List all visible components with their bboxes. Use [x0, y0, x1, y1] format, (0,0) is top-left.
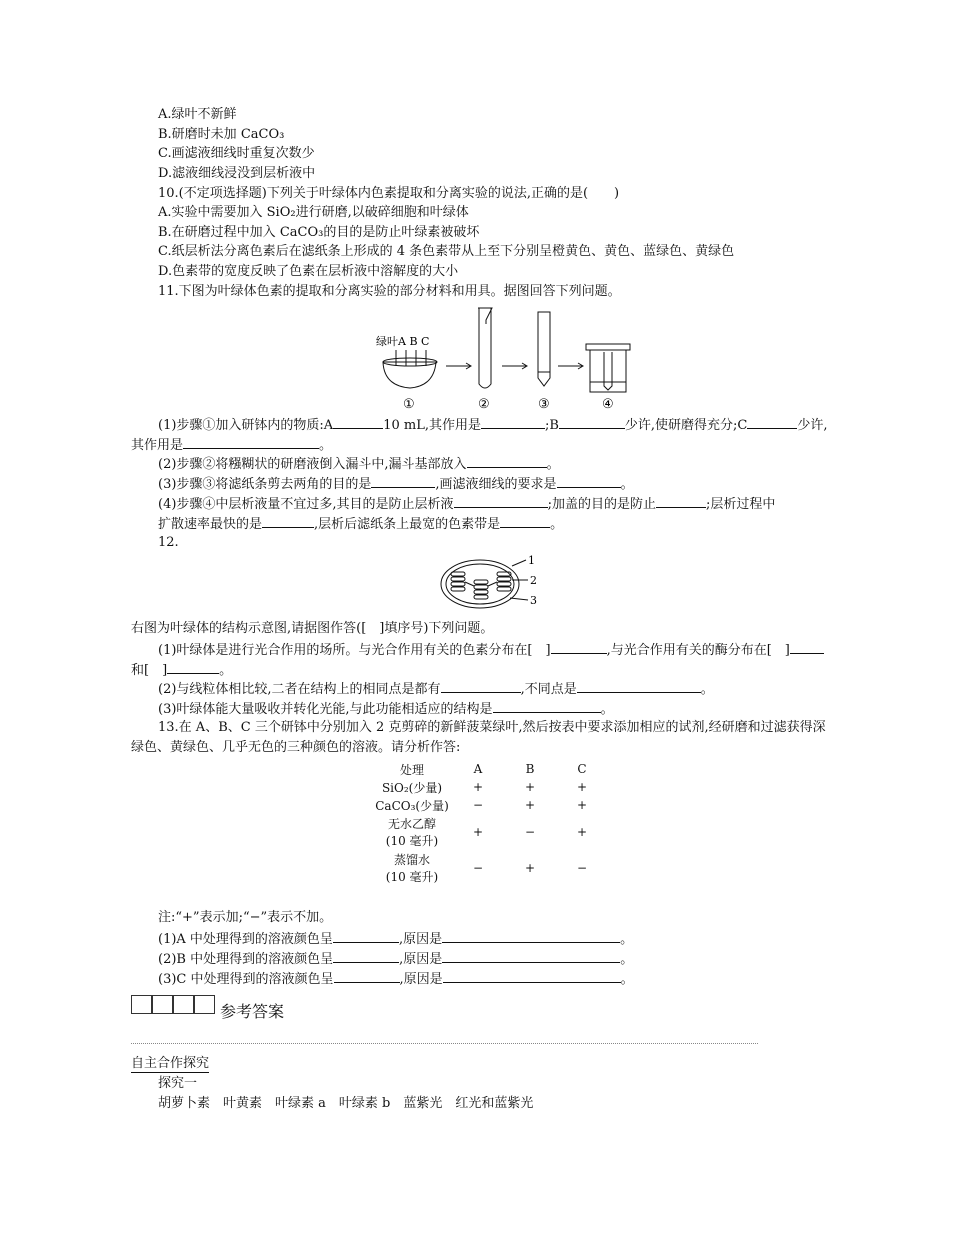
q11-part-3: (3)步骤③将滤纸条剪去两角的目的是 ,画滤液细线的要求是 。: [158, 477, 634, 492]
table-row: SiO₂(少量) + + +: [381, 780, 588, 795]
leaf-label: 绿叶A B C: [376, 335, 430, 348]
chloroplast-diagram: [434, 552, 544, 610]
funnel-icon: [478, 308, 492, 324]
step-3: ③: [538, 397, 550, 412]
q11-part-4-cont: 扩散速率最快的是 ,层析后滤纸条上最宽的色素带是 。: [158, 517, 564, 532]
q11-part-1: (1)步骤①加入研钵内的物质:A 10 mL,其作用是 ;B 少许,使研磨得充分;C 少许,: [158, 418, 828, 433]
q12-intro: 右图为叶绿体的结构示意图,请据图作答([ ]填序号)下列问题。: [131, 621, 494, 636]
grana-stack-middle: [474, 580, 488, 599]
q13-part-1: (1)A 中处理得到的溶液颜色呈 ,原因是 。: [158, 932, 634, 947]
beaker-lid-icon: [586, 344, 630, 350]
question-12: 12.: [158, 535, 179, 550]
option-c: C.画滤液细线时重复次数少: [158, 146, 315, 161]
q13-part-2: (2)B 中处理得到的溶液颜色呈 ,原因是 。: [158, 952, 634, 967]
step-1: ①: [403, 397, 415, 412]
q10-option-b: B.在研磨过程中加入 CaCO₃的目的是防止叶绿素被破坏: [158, 225, 480, 240]
q12-part-2: (2)与线粒体相比较,二者在结构上的相同点是都有 ,不同点是 。: [158, 682, 714, 697]
question-10: 10.(不定项选择题)下列关于叶绿体内色素提取和分离实验的说法,正确的是( ): [158, 186, 620, 201]
q11-part-2: (2)步骤②将糨糊状的研磨液倒入漏斗中,漏斗基部放入 。: [158, 457, 560, 472]
option-d: D.滤液细线浸没到层析液中: [158, 166, 316, 181]
q11-part-4: (4)步骤④中层析液量不宜过多,其目的是防止层析液 ;加盖的目的是防止 ;层析过程中: [158, 497, 776, 512]
option-b: B.研磨时未加 CaCO₃: [158, 127, 285, 142]
q12-part-1-cont: 和[ ] 。: [131, 663, 233, 678]
step-2: ②: [478, 397, 490, 412]
divider: [131, 1043, 758, 1044]
experiment-figure: [370, 300, 640, 415]
answers-subsection: 探究一: [158, 1076, 198, 1091]
table-row: 蒸馏水 (10 毫升) − + −: [385, 853, 588, 884]
answers-section: 自主合作探究: [131, 1056, 210, 1071]
reagent-table: [372, 760, 608, 886]
q10-option-c: C.纸层析法分离色素后在滤纸条上形成的 4 条色素带从上至下分别呈橙黄色、黄色、蓝绿色、黄绿色: [158, 244, 735, 259]
q13-part-3: (3)C 中处理得到的溶液颜色呈 ,原因是 。: [158, 972, 634, 987]
answer-heading-boxes: [131, 995, 215, 1018]
beaker-icon: [590, 350, 626, 392]
q13-line-1: 13.在 A、B、C 三个研钵中分别加入 2 克剪碎的新鲜菠菜绿叶,然后按表中要求添加相应的试剂,经研磨和过滤获得深: [158, 720, 826, 735]
svg-text:3: 3: [530, 594, 537, 607]
q12-part-1: (1)叶绿体是进行光合作用的场所。与光合作用有关的色素分布在[ ] ,与光合作用有关的酶分布在[ ]: [158, 641, 824, 659]
grana-stack-left: [451, 572, 465, 591]
svg-text:2: 2: [530, 574, 537, 587]
table-row: 无水乙醇 (10 毫升) + − +: [385, 817, 588, 848]
filter-strip-icon: [538, 312, 550, 386]
q10-option-d: D.色素带的宽度反映了色素在层析液中溶解度的大小: [158, 264, 459, 279]
q11-part-1-cont: 其作用是 。: [131, 438, 333, 453]
table-header: 处理 A B C: [399, 762, 587, 777]
q12-part-3: (3)叶绿体能大量吸收并转化光能,与此功能相适应的结构是 。: [158, 702, 614, 717]
q10-option-a: A.实验中需要加入 SiO₂进行研磨,以破碎细胞和叶绿体: [158, 205, 469, 220]
table-row: CaCO₃(少量) − + +: [375, 798, 588, 813]
q13-note: 注:“+”表示加;“−”表示不加。: [158, 910, 333, 925]
grana-stack-right: [497, 572, 511, 591]
option-a: A.绿叶不新鲜: [158, 107, 237, 122]
q13-line-2: 绿色、黄绿色、几乎无色的三种颜色的溶液。请分析作答:: [131, 740, 461, 755]
step-4: ④: [602, 397, 614, 412]
svg-text:1: 1: [528, 554, 535, 567]
question-11: 11.下图为叶绿体色素的提取和分离实验的部分材料和用具。据图回答下列问题。: [158, 284, 621, 299]
test-tube-icon: [479, 308, 491, 388]
answers-heading: 参考答案: [220, 1002, 285, 1021]
answers-line: 胡萝卜素 叶黄素 叶绿素 a 叶绿素 b 蓝紫光 红光和蓝紫光: [158, 1096, 534, 1111]
